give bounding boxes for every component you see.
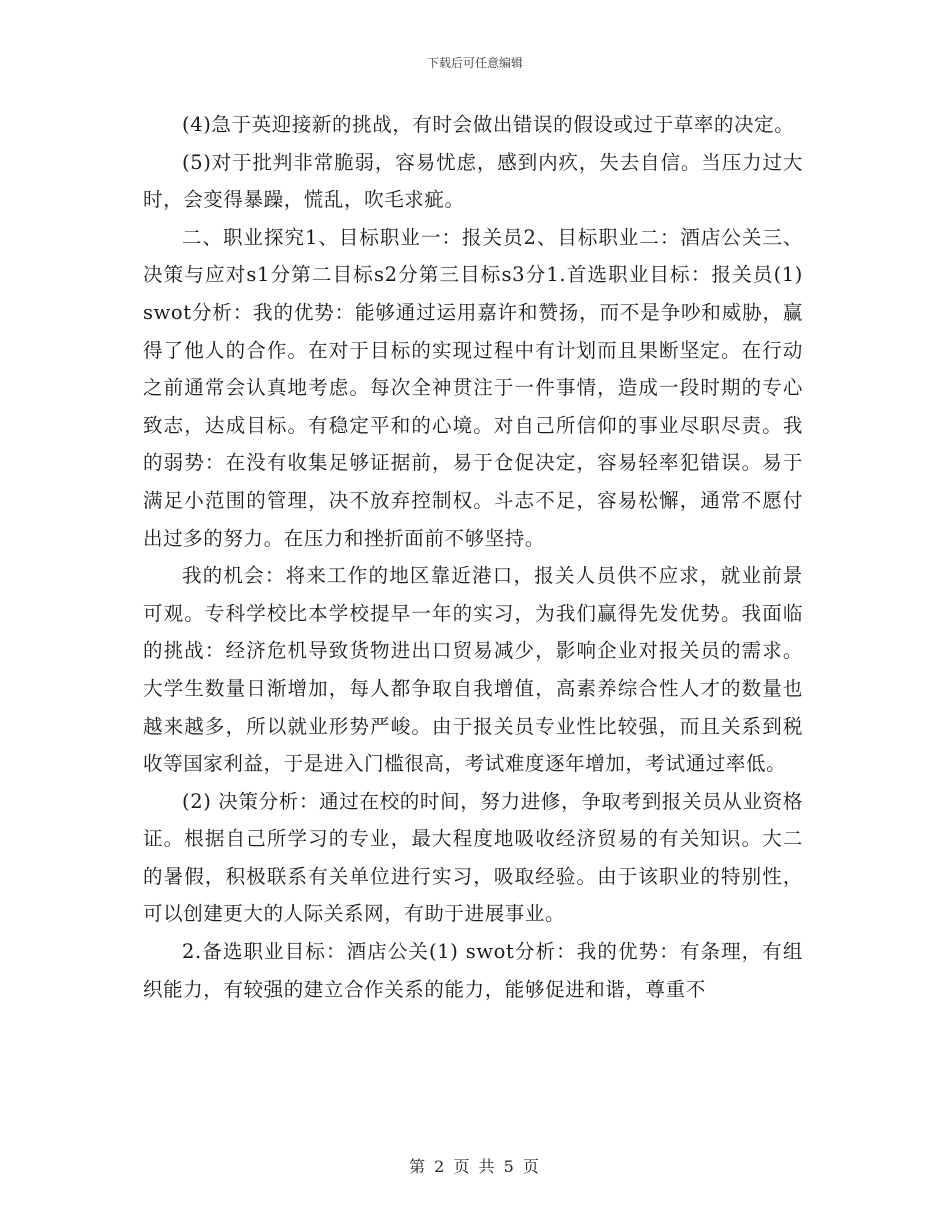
paragraph: (4)急于英迎接新的挑战，有时会做出错误的假设或过于草率的决定。 bbox=[182, 113, 795, 136]
page-number-footer: 第 2 页 共 5 页 bbox=[409, 1157, 541, 1176]
paragraph: (5)对于批判非常脆弱，容易忧虑，感到内疚，失去自信。当压力过大时，会变得暴躁，慌乱，吹毛求疵。 bbox=[143, 150, 803, 212]
page-header: 下载后可任意编辑 bbox=[426, 56, 523, 70]
document-body bbox=[143, 106, 803, 1008]
paragraph: (2) 决策分析：通过在校的时间，努力进修，争取考到报关员从业资格证。根据自己所学习的专业，最大程度地吸收经济贸易的有关知识。大二的暑假，积极联系有关单位进行实习，吸取经验。由于该职业的特别性，可以创建更大的人际关系网，有助于进展事业。 bbox=[143, 789, 803, 926]
paragraph: 我的机会：将来工作的地区靠近港口，报关人员供不应求，就业前景可观。专科学校比本学校提早一年的实习，为我们赢得先发优势。我面临的挑战：经济危机导致货物进出口贸易减少，影响企业对报关员的需求。大学生数量日渐增加，每人都争取自我增值，高素养综合性人才的数量也越来越多，所以就业形势严峻。由于报关员专业性比较强，而且关系到税收等国家利益，于是进入门槛很高，考试难度逐年增加，考试通过率低。 bbox=[143, 564, 803, 776]
paragraph: 二、职业探究1、目标职业一：报关员2、目标职业二：酒店公关三、决策与应对s1分第二目标s2分第三目标s3分1.首选职业目标：报关员(1) swot分析：我的优势：能够通过运用嘉许和赞扬，而不是争吵和威胁，赢得了他人的合作。在对于目标的实现过程中有计划而且果断坚定。在行动之前通常会认真地考虑。每次全神贯注于一件事情，造成一段时期的专心致志，达成目标。有稳定平和的心境。对自己所信仰的事业尽职尽责。我的弱势：在没有收集足够证据前，易于仓促决定，容易轻率犯错误。易于满足小范围的管理，决不放弃控制权。斗志不足，容易松懈，通常不愿付出过多的努力。在压力和挫折面前不够坚持。 bbox=[143, 225, 803, 550]
paragraph: 2.备选职业目标：酒店公关(1) swot分析：我的优势：有条理，有组织能力，有较强的建立合作关系的能力，能够促进和谐，尊重不 bbox=[143, 940, 803, 1001]
